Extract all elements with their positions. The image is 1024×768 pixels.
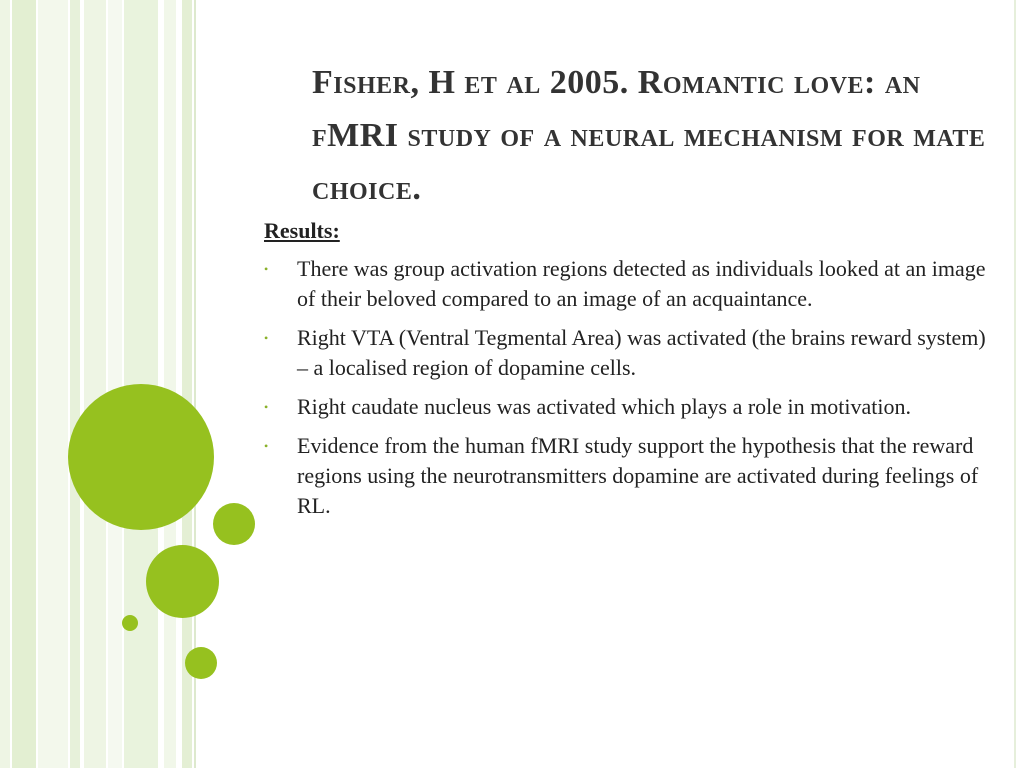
- bullet-list: [264, 254, 994, 521]
- decor-stripe: [0, 0, 10, 768]
- decor-circle-small: [213, 503, 255, 545]
- bullet-text: Right VTA (Ventral Tegmental Area) was activated (the brains reward system) – a localised region of dopamine cells.: [297, 325, 986, 380]
- slide-title: Fisher, H et al 2005. Romantic love: an fMRI study of a neural mechanism for mate choice.: [312, 64, 986, 207]
- bullet-item: [264, 392, 994, 422]
- bullet-item: [264, 431, 994, 521]
- decor-circle-tiny: [122, 615, 138, 631]
- right-frame-line: [1014, 0, 1016, 768]
- slide-body: [264, 216, 994, 530]
- decor-stripe: [12, 0, 36, 768]
- decor-stripe: [70, 0, 80, 768]
- bullet-item: [264, 323, 994, 383]
- bullet-icon: •: [264, 331, 269, 345]
- decor-circle-medium: [146, 545, 219, 618]
- decor-stripe: [164, 0, 176, 768]
- bullet-icon: •: [264, 439, 269, 453]
- decor-stripe: [38, 0, 68, 768]
- bullet-item: [264, 254, 994, 314]
- bullet-text: Right caudate nucleus was activated which plays a role in motivation.: [297, 394, 911, 419]
- bullet-text: There was group activation regions detected as individuals looked at an image of their beloved compared to an image of an acquaintance.: [297, 256, 986, 311]
- decor-circle-small: [185, 647, 217, 679]
- decor-stripe: [108, 0, 122, 768]
- bullet-icon: •: [264, 262, 269, 276]
- bullet-icon: •: [264, 400, 269, 414]
- results-heading: Results:: [264, 218, 340, 243]
- bullet-text: Evidence from the human fMRI study support the hypothesis that the reward regions using the neurotransmitters dopamine are activated during feelings of RL.: [297, 433, 979, 518]
- decor-circle-large: [68, 384, 214, 530]
- decor-stripe: [84, 0, 106, 768]
